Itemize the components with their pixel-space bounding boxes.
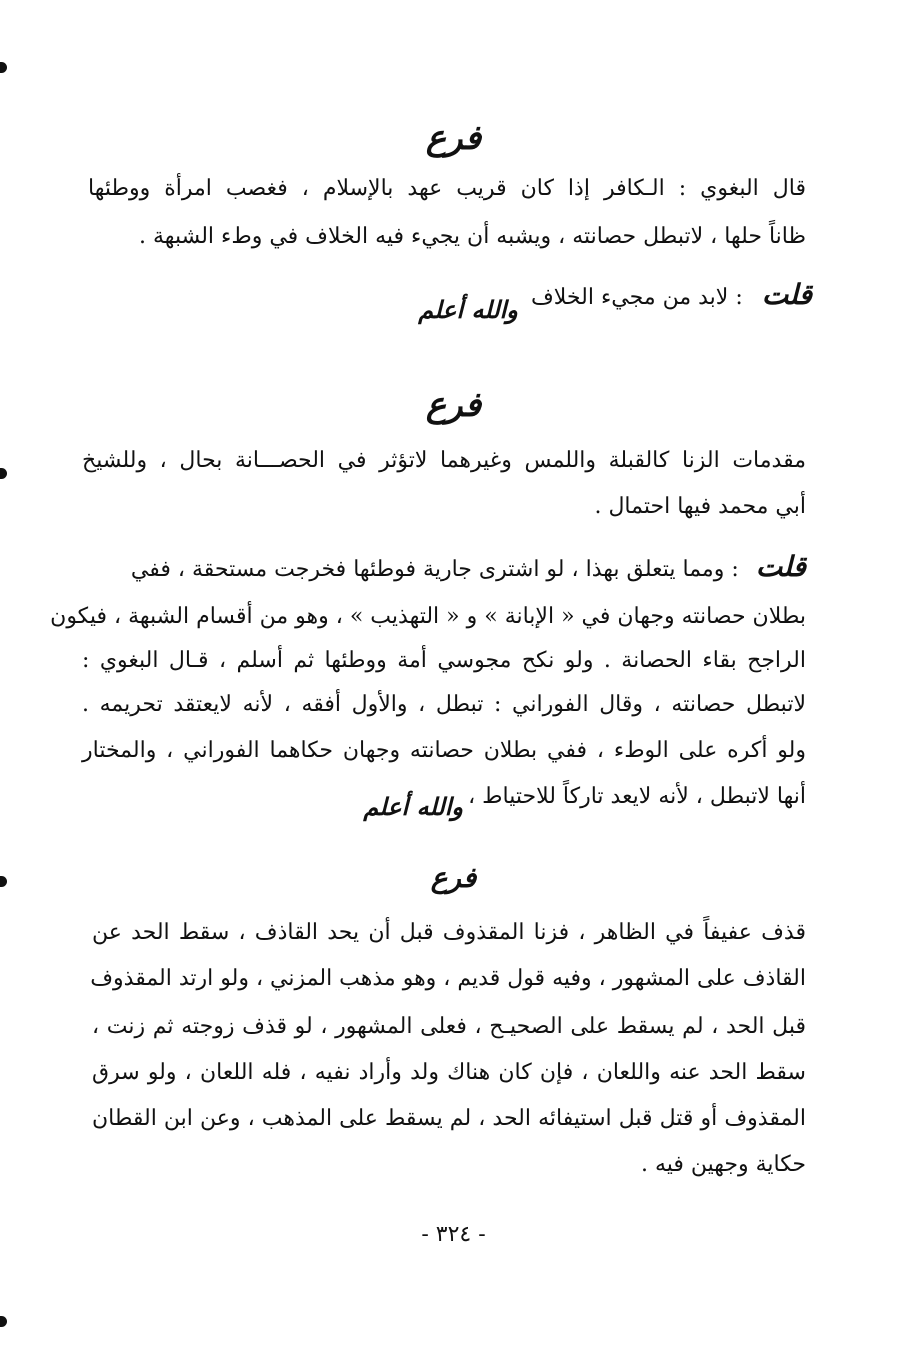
text-line: ولو أكره على الوطء ، ففي بطلان حصانته وجهان حكاهما الفوراني ، والمختار	[82, 738, 806, 763]
text-line: قذف عفيفاً في الظاهر ، فزنا المقذوف قبل أن يحد القاذف ، سقط الحد عن	[92, 920, 806, 945]
qulta-label: قلت	[761, 278, 812, 311]
section-heading: فرع	[425, 385, 482, 425]
text-line: الراجح بقاء الحصانة . ولو نكح مجوسي أمة ووطئها ثم أسلم ، قـال البغوي :	[82, 648, 806, 673]
wallah-alam: والله أعلم	[418, 295, 518, 324]
qulta-line	[82, 550, 806, 583]
qulta-label: قلت	[755, 550, 806, 583]
text-line: لاتبطل حصانته ، وقال الفوراني : تبطل ، والأول أفقه ، لأنه لايعتقد تحريمه .	[82, 692, 806, 717]
page-edge-mark	[0, 468, 7, 479]
text-line	[363, 780, 806, 836]
qulta-line	[418, 278, 812, 338]
qulta-text: : لابد من مجيء الخلاف	[531, 285, 743, 310]
section-heading: فرع	[430, 861, 477, 894]
qulta-text: : ومما يتعلق بهذا ، لو اشترى جارية فوطئها فخرجت مستحقة ، ففي	[130, 557, 739, 582]
page-number: - ٣٢٤ -	[421, 1222, 486, 1247]
text-line: أبي محمد فيها احتمال .	[594, 494, 806, 519]
wallah-alam: والله أعلم	[363, 792, 463, 821]
text-line: قبل الحد ، لم يسقط على الصحيـح ، فعلى المشهور ، لو قذف زوجته ثم زنت ،	[92, 1014, 806, 1039]
section-heading: فرع	[425, 118, 482, 158]
text-line: قال البغوي : الـكافر إذا كان قريب عهد بالإسلام ، فغصب امرأة ووطئها	[88, 176, 806, 201]
text-line: مقدمات الزنا كالقبلة واللمس وغيرهما لاتؤثر في الحصـــانة بحال ، وللشيخ	[82, 448, 806, 473]
page-edge-mark	[0, 1316, 7, 1327]
text-line: المقذوف أو قتل قبل استيفائه الحد ، لم يسقط على المذهب ، وعن ابن القطان	[92, 1106, 806, 1131]
text-line-content: أنها لاتبطل ، لأنه لايعد تاركاً للاحتياط ،	[468, 784, 806, 809]
text-line: حكاية وجهين فيه .	[640, 1152, 806, 1177]
text-line: ظاناً حلها ، لاتبطل حصانته ، ويشبه أن يجيء فيه الخلاف في وطء الشبهة .	[139, 224, 806, 249]
page-edge-mark	[0, 62, 7, 73]
text-line: سقط الحد عنه واللعان ، فإن كان هناك ولد وأراد نفيه ، فله اللعان ، ولو سرق	[92, 1060, 806, 1085]
text-line: القاذف على المشهور ، وفيه قول قديم ، وهو مذهب المزني ، ولو ارتد المقذوف	[90, 966, 806, 991]
text-line: بطلان حصانته وجهان في « الإبانة » و « التهذيب » ، وهو من أقسام الشبهة ، فيكون	[50, 604, 806, 629]
